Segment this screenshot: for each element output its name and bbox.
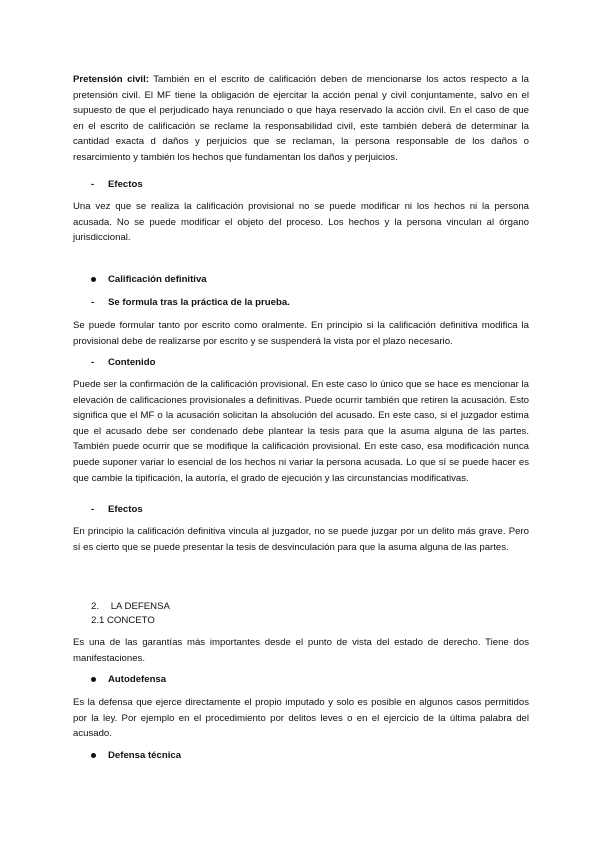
paragraph-autodefensa: Es la defensa que ejerce directamente el propio imputado y solo es posible en algunos casos permitidos por la ley. Por ejemplo en el procedimiento por delitos leves o en el ejercicio de la última palabra del acusado. — [73, 697, 529, 740]
section-2-1-heading: 2.1 CONCETO — [91, 615, 155, 626]
section-2-title: LA DEFENSA — [110, 601, 170, 612]
autodefensa-label: Autodefensa — [108, 674, 167, 685]
paragraph-concepto: Es una de las garantías más importantes desde el punto de vista del estado de derecho. Tiene dos manifestaciones. — [73, 637, 529, 664]
paragraph-efectos-definitiva: En principio la calificación definitiva vincula al juzgador, no se puede juzgar por un delito más grave. Pero sí es cierto que se puede presentar la tesis de desvinculación para que la asuma alguna de las partes. — [73, 526, 529, 553]
calificacion-definitiva-label: Calificación definitiva — [108, 274, 207, 285]
dash-marker: - — [91, 357, 95, 368]
dash-marker: - — [91, 297, 95, 308]
section-2-heading — [91, 600, 170, 614]
dash-marker: - — [91, 504, 95, 515]
bullet-dot — [91, 677, 96, 682]
efectos-label-2: Efectos — [108, 504, 143, 515]
paragraph-pretension-civil — [73, 72, 529, 166]
pretension-civil-text: También en el escrito de calificación deben de mencionarse los actos respecto a la pretensión civil. El MF tiene la obligación de ejercitar la acción penal y civil conjuntamente, salvo en el supuesto de que el perjudicado haya renunciado o que haya reservado la acción civil. En el caso de que en el escrito de calificación se reclame la responsabilidad civil, este también deberá de determinar la cantidad exacta d daños y perjuicios que se reclaman, la persona responsable de los daños o resarcimiento y también los hechos que fundamentan los daños y perjuicios. — [73, 74, 529, 163]
paragraph-contenido: Puede ser la confirmación de la calificación provisional. En este caso lo único que se hace es mencionar la elevación de calificaciones provisionales a definitivas. Puede ocurrir también que retiren la acusación. Esto significa que el MF o la acusación solicitan la absolución del acusado. En este caso, si el juzgador estima que el acusado debe ser condenado debe plantear la tesis para que la asuma alguna de las partes. También puede ocurrir que se modifique la calificación provisional. En este caso, esa modificación nunca puede suponer variar lo esencial de los hechos ni variar la persona acusada. Lo que sí se puede hacer es que cambie la tipificación, la autoría, el grado de ejecución y las circunstancias modificativas. — [73, 379, 529, 484]
bullet-dot — [91, 753, 96, 758]
bullet-dot — [91, 277, 96, 282]
defensa-tecnica-label: Defensa técnica — [108, 750, 182, 761]
dash-marker: - — [91, 179, 95, 190]
section-2-number: 2. — [91, 601, 100, 612]
paragraph-se-formula: Se puede formular tanto por escrito como oralmente. En principio si la calificación definitiva modifica la provisional debe de realizarse por escrito y se suspenderá la vista por el plazo necesario. — [73, 320, 529, 347]
paragraph-efectos-provisional: Una vez que se realiza la calificación provisional no se puede modificar ni los hechos ni la persona acusada. No se puede modificar el objeto del proceso. Los hechos y la persona vinculan al órgano jurisdiccional. — [73, 201, 529, 244]
contenido-label: Contenido — [108, 357, 156, 368]
pretension-civil-lead: Pretensión civil: — [73, 74, 149, 85]
se-formula-label: Se formula tras la práctica de la prueba. — [108, 297, 290, 308]
efectos-label-1: Efectos — [108, 179, 143, 190]
